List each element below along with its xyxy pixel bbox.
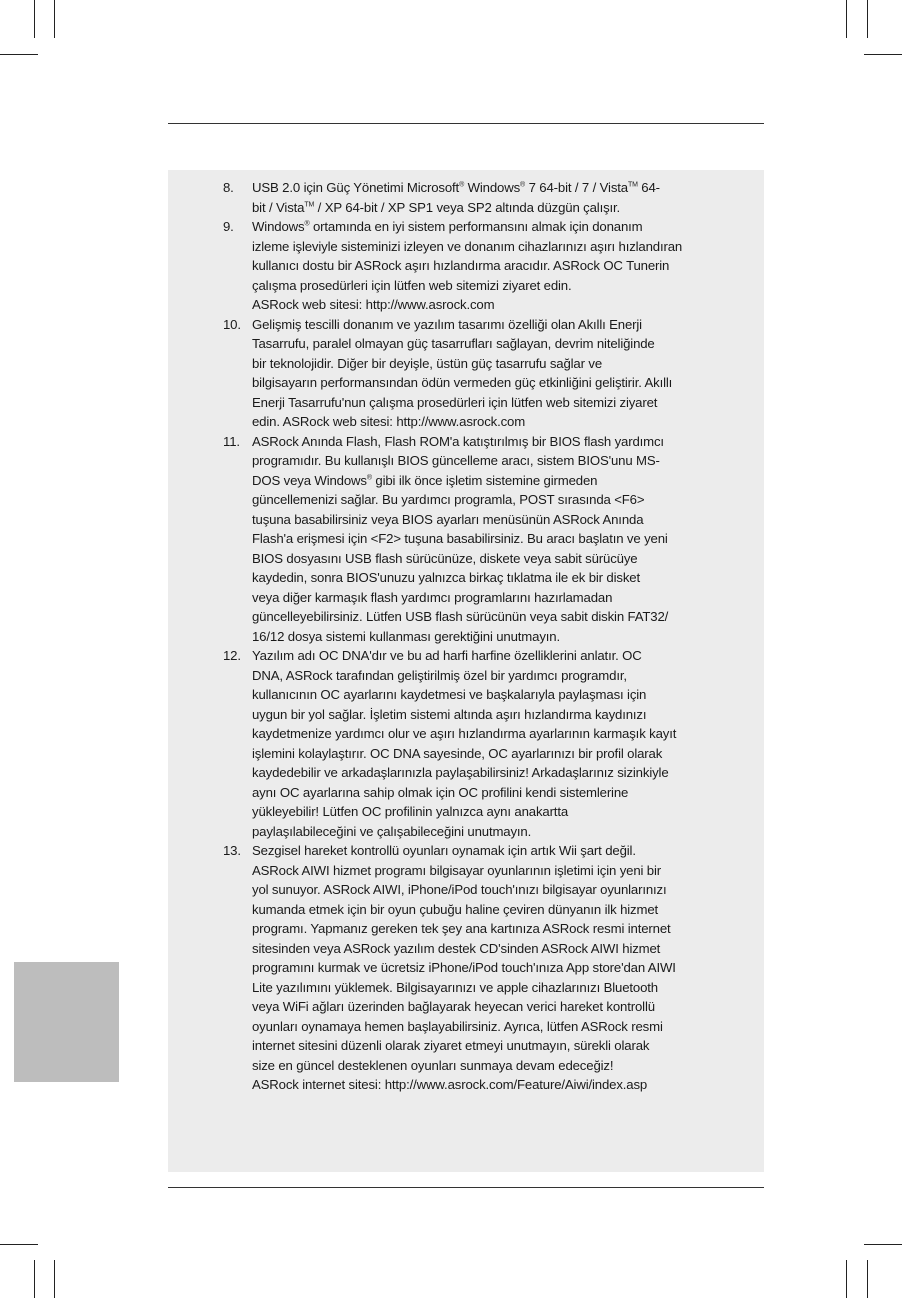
- item-text-line: [252, 529, 722, 549]
- text-fragment: izleme işleviyle sisteminizi izleyen ve donanım cihazlarınızı aşırı hızlandıran: [252, 238, 683, 254]
- text-fragment: ASRock internet sitesi: http://www.asrock.com/Feature/Aiwi/index.asp: [252, 1077, 648, 1092]
- item-text-line: [252, 354, 722, 374]
- item-text-line: [252, 237, 722, 257]
- item-text-line: [252, 919, 722, 939]
- crop-mark: [867, 1260, 868, 1298]
- item-text-line: [252, 295, 722, 315]
- item-text-line: [252, 666, 722, 686]
- text-fragment: tuşuna basabilirsiniz veya BIOS ayarları menüsünün ASRock Anında: [252, 511, 644, 527]
- text-fragment: yol sunuyor. ASRock AIWI, iPhone/iPod touch'ınızı bilgisayar oyunlarınızı: [252, 882, 667, 897]
- item-text-line: [252, 451, 722, 471]
- item-text-line: [252, 880, 722, 900]
- text-fragment: Enerji Tasarrufu'nun çalışma prosedürleri için lütfen web sitemizi ziyaret: [252, 394, 658, 410]
- item-text-line: [252, 315, 722, 335]
- list-item: [168, 432, 764, 647]
- item-text-line: [252, 334, 722, 354]
- text-fragment: kumanda etmek için bir oyun çubuğu haline çeviren dünyanın ilk hizmet: [252, 901, 659, 917]
- list-item: [168, 178, 764, 217]
- item-text-line: [252, 763, 722, 783]
- item-text-line: [252, 588, 722, 608]
- item-text-line: [252, 1075, 722, 1095]
- text-fragment: programıdır. Bu kullanışlı BIOS güncelleme aracı, sistem BIOS'unu MS-: [252, 453, 660, 468]
- item-text-line: [252, 373, 722, 393]
- item-text-line: [252, 256, 722, 276]
- text-fragment: Lite yazılımını yüklemek. Bilgisayarınızı ve apple cihazlarınızı Bluetooth: [252, 979, 658, 995]
- text-fragment: USB 2.0 için Güç Yönetimi Microsoft: [252, 180, 460, 195]
- item-number: 13.: [223, 843, 241, 858]
- text-fragment: gibi ilk önce işletim sistemine girmeden: [371, 472, 598, 488]
- crop-mark: [54, 0, 55, 38]
- text-fragment: uygun bir yol sağlar. İşletim sistemi altında aşırı hızlandırma kaydınızı: [252, 706, 647, 722]
- text-fragment: DNA, ASRock tarafından geliştirilmiş özel bir yardımcı programdır,: [252, 667, 627, 683]
- crop-mark: [34, 1260, 35, 1298]
- text-fragment: Tasarrufu, paralel olmayan güç tasarrufları sağlayan, devrim niteliğinde: [252, 336, 655, 351]
- item-text-line: [252, 432, 722, 452]
- text-fragment: Gelişmiş tescilli donanım ve yazılım tasarımı özelliği olan Akıllı Enerji: [252, 316, 642, 332]
- footer-rule: [168, 1187, 764, 1188]
- item-number: 10.: [223, 316, 241, 332]
- header-rule: [168, 123, 764, 124]
- language-side-tab: [14, 962, 119, 1082]
- item-text-line: [252, 471, 722, 491]
- item-text-line: [252, 861, 722, 881]
- item-text-line: [252, 217, 722, 237]
- text-fragment: ASRock web sitesi: http://www.asrock.com: [252, 297, 495, 312]
- text-fragment: Windows: [252, 219, 305, 234]
- item-text-line: [252, 276, 722, 296]
- item-text-line: [252, 627, 722, 647]
- text-fragment: kullanıcının OC ayarlarını kaydetmesi ve başkalarıyla paylaşması için: [252, 687, 647, 702]
- text-fragment: DOS veya Windows: [252, 472, 367, 488]
- text-fragment: güncellemenizi sağlar. Bu yardımcı programla, POST sırasında <F6>: [252, 492, 645, 507]
- item-number: 9.: [223, 219, 234, 234]
- item-text-line: [252, 393, 722, 413]
- trademark-mark: TM: [627, 181, 638, 189]
- text-fragment: bir teknolojidir. Diğer bir deyişle, üstün güç tasarrufu sağlar ve: [252, 355, 602, 371]
- crop-mark: [846, 0, 847, 38]
- text-fragment: Windows: [464, 180, 521, 195]
- text-fragment: / XP 64-bit / XP SP1 veya SP2 altında düzgün çalışır.: [314, 199, 621, 215]
- crop-mark: [0, 1244, 38, 1245]
- text-fragment: ASRock AIWI hizmet programı bilgisayar oyunlarının işletimi için yeni bir: [252, 862, 662, 878]
- item-text-line: [252, 783, 722, 803]
- text-fragment: Yazılım adı OC DNA'dır ve bu ad harfi harfine özelliklerini anlatır. OC: [252, 648, 642, 663]
- text-fragment: paylaşılabileceğini ve çalışabileceğini unutmayın.: [252, 823, 532, 839]
- text-fragment: veya diğer karmaşık flash yardımcı programlarını hazırlamadan: [252, 589, 613, 605]
- item-text-line: [252, 802, 722, 822]
- item-text-line: [252, 568, 722, 588]
- item-text-line: [252, 724, 722, 744]
- crop-mark: [867, 0, 868, 38]
- item-text-line: [252, 841, 722, 861]
- text-fragment: işlemini kolaylaştırır. OC DNA sayesinde, OC ayarlarınızı bir profil olarak: [252, 745, 663, 761]
- item-number: 8.: [223, 180, 234, 195]
- text-fragment: oyunları oynamaya hemen başlayabilirsiniz. Ayrıca, lütfen ASRock resmi: [252, 1018, 663, 1034]
- text-fragment: kaydetmenize yardımcı olur ve aşırı hızlandırma ayarlarının karmaşık kayıt: [252, 726, 677, 741]
- text-fragment: ASRock Anında Flash, Flash ROM'a katıştırılmış bir BIOS flash yardımcı: [252, 433, 664, 449]
- text-fragment: kaydedin, sonra BIOS'unuzu yalnızca birkaç tıklatma ile ek bir disket: [252, 570, 640, 585]
- trademark-mark: ®: [366, 474, 372, 482]
- item-text-line: [252, 412, 722, 432]
- text-fragment: yükleyebilir! Lütfen OC profilinin yalnızca aynı anakartta: [252, 804, 569, 819]
- crop-mark: [34, 0, 35, 38]
- text-fragment: 16/12 dosya sistemi kullanması gerektiğini unutmayın.: [252, 628, 560, 644]
- item-text-line: [252, 198, 722, 218]
- crop-mark: [846, 1260, 847, 1298]
- trademark-mark: ®: [459, 181, 465, 189]
- item-text-line: [252, 822, 722, 842]
- item-text-line: [252, 178, 722, 198]
- item-text-line: [252, 939, 722, 959]
- item-text-line: [252, 607, 722, 627]
- text-fragment: çalışma prosedürleri için lütfen web sitemizi ziyaret edin.: [252, 277, 572, 293]
- text-fragment: programı. Yapmanız gereken tek şey ana kartınıza ASRock resmi internet: [252, 921, 671, 936]
- text-fragment: bilgisayarın performansından ödün vermeden güç etkinliğini geliştirir. Akıllı: [252, 375, 673, 390]
- text-fragment: Sezgisel hareket kontrollü oyunları oynamak için artık Wii şart değil.: [252, 843, 636, 858]
- text-fragment: ortamında en iyi sistem performansını almak için donanım: [309, 219, 643, 234]
- item-text-line: [252, 1036, 722, 1056]
- item-text-line: [252, 997, 722, 1017]
- text-fragment: bit / Vista: [252, 199, 305, 215]
- content-box: [168, 170, 764, 1172]
- item-text-line: [252, 646, 722, 666]
- item-text-line: [252, 900, 722, 920]
- list-item: [168, 841, 764, 1095]
- item-number: 11.: [223, 433, 240, 449]
- list-item: [168, 646, 764, 841]
- item-text-line: [252, 744, 722, 764]
- item-text-line: [252, 549, 722, 569]
- text-fragment: sitesinden veya ASRock yazılım destek CD'sinden ASRock AIWI hizmet: [252, 940, 661, 956]
- crop-mark: [864, 54, 902, 55]
- item-text-line: [252, 510, 722, 530]
- text-fragment: edin. ASRock web sitesi: http://www.asrock.com: [252, 414, 526, 429]
- text-fragment: Flash'a erişmesi için <F2> tuşuna basabilirsiniz. Bu aracı başlatın ve yeni: [252, 531, 668, 546]
- trademark-mark: TM: [304, 201, 315, 209]
- list-item: [168, 315, 764, 432]
- text-fragment: kaydedebilir ve arkadaşlarınızla paylaşabilirsiniz! Arkadaşlarınız sizinkiyle: [252, 765, 669, 780]
- item-number: 12.: [223, 648, 241, 663]
- crop-mark: [54, 1260, 55, 1298]
- text-fragment: 7 64-bit / 7 / Vista: [525, 180, 628, 195]
- item-text-line: [252, 705, 722, 725]
- trademark-mark: ®: [304, 220, 310, 228]
- item-text-line: [252, 958, 722, 978]
- item-text-line: [252, 490, 722, 510]
- text-fragment: veya WiFi ağları üzerinden bağlayarak heyecan verici hareket kontrollü: [252, 999, 655, 1014]
- text-fragment: güncelleyebilirsiniz. Lütfen USB flash sürücünün veya sabit diskin FAT32/: [252, 609, 669, 624]
- text-fragment: 64-: [637, 180, 660, 195]
- text-fragment: aynı OC ayarlarına sahip olmak için OC profilini kendi sistemlerine: [252, 784, 629, 800]
- text-fragment: size en güncel desteklenen oyunları sunmaya devam edeceğiz!: [252, 1057, 614, 1073]
- text-fragment: programını kurmak ve ücretsiz iPhone/iPod touch'ınıza App store'dan AIWI: [252, 960, 676, 975]
- crop-mark: [0, 54, 38, 55]
- item-text-line: [252, 978, 722, 998]
- trademark-mark: ®: [520, 181, 526, 189]
- list-item: [168, 217, 764, 315]
- text-fragment: kullanıcı dostu bir ASRock aşırı hızlandırma aracıdır. ASRock OC Tunerin: [252, 258, 670, 273]
- item-text-line: [252, 685, 722, 705]
- crop-mark: [864, 1244, 902, 1245]
- item-text-line: [252, 1017, 722, 1037]
- text-fragment: internet sitesini düzenli olarak ziyaret etmeyi unutmayın, sürekli olarak: [252, 1038, 650, 1053]
- item-text-line: [252, 1056, 722, 1076]
- text-fragment: BIOS dosyasını USB flash sürücünüze, diskete veya sabit sürücüye: [252, 550, 638, 566]
- feature-list: [168, 178, 764, 1095]
